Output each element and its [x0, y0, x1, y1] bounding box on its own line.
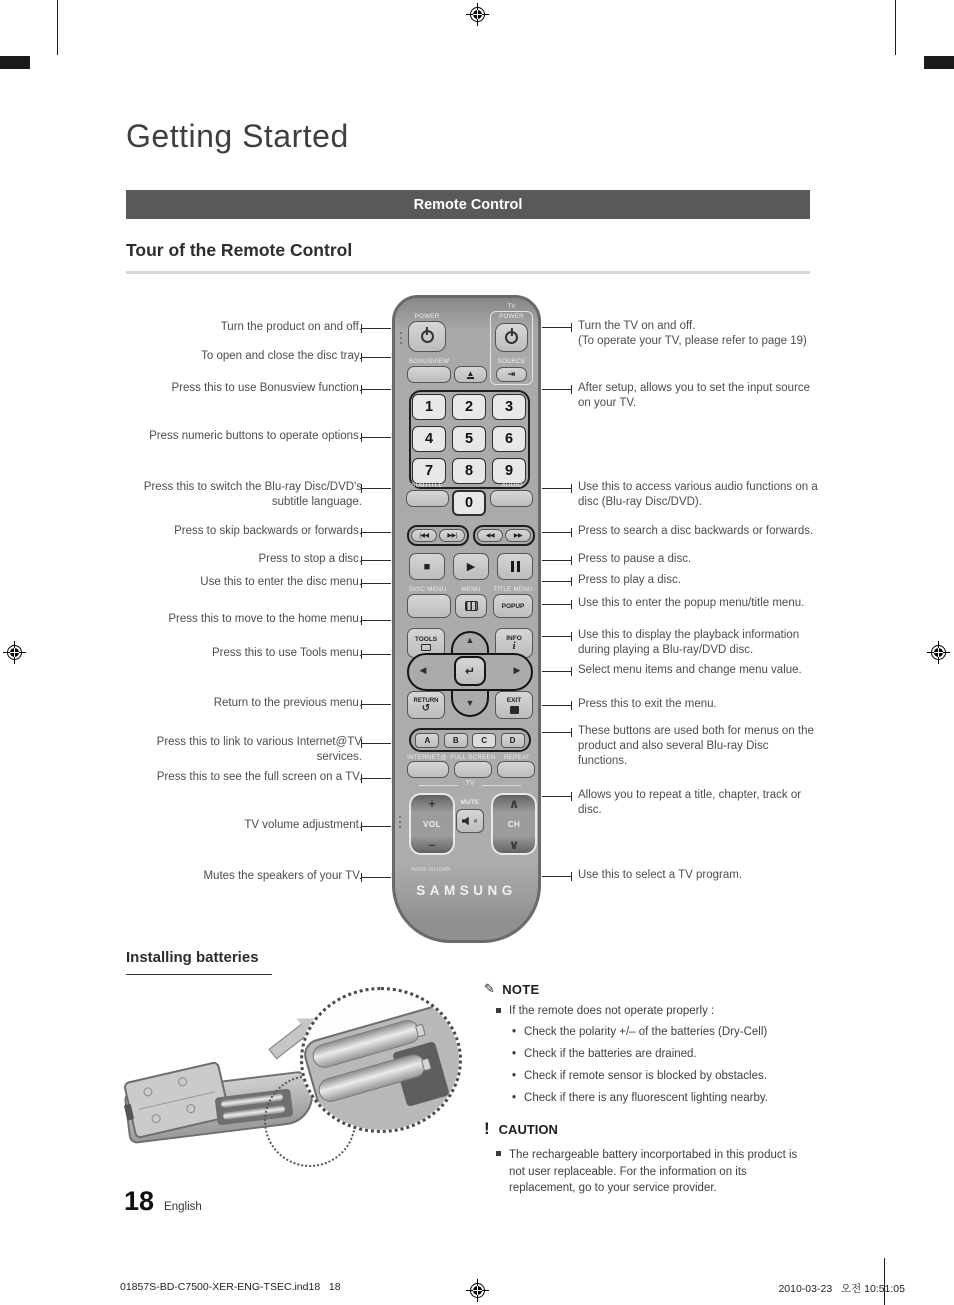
- power-label: POWER: [414, 313, 440, 320]
- callout-line: [361, 353, 391, 362]
- callout-line: [361, 873, 391, 882]
- channel-rocker: [491, 793, 537, 855]
- callout-line: [361, 650, 391, 659]
- callout-text: Press numeric buttons to operate options.: [149, 430, 362, 442]
- remote-diagram: [0, 290, 954, 950]
- tools-button-label: TOOLS: [414, 635, 438, 643]
- page-number-block: [124, 1186, 202, 1217]
- mute-speaker-icon: [462, 817, 472, 826]
- color-buttons-group: [409, 728, 531, 752]
- note-section: [484, 981, 816, 1197]
- callout-text: [578, 319, 818, 349]
- callout-text: Press this to see the full screen on a TV.: [156, 771, 362, 783]
- color-button-a: A: [415, 733, 439, 748]
- footer-filename: 01857S-BD-C7500-XER-ENG-TSEC.ind18 18: [120, 1281, 341, 1293]
- volume-down-icon: –: [428, 837, 436, 852]
- digit-button-9: 9: [492, 458, 526, 484]
- subtitle-label: SUBTITLE: [411, 482, 443, 489]
- stop-button: [409, 553, 445, 580]
- exit-icon: [510, 706, 519, 714]
- volume-rocker: [409, 793, 455, 855]
- bonusview-label: BONUSVIEW: [408, 358, 450, 365]
- volume-up-icon: +: [428, 796, 436, 811]
- callout-line2: (To operate your TV, please refer to page 19): [578, 335, 807, 347]
- callout-line: [361, 822, 391, 831]
- magnified-view: [300, 987, 462, 1133]
- callout-line: [542, 792, 572, 801]
- return-icon: ↺: [421, 702, 431, 714]
- callout-text: Press to play a disc.: [578, 574, 681, 586]
- menu-label: MENU: [461, 586, 481, 593]
- color-button-b: B: [444, 733, 468, 748]
- callout-text: Press to pause a disc.: [578, 553, 692, 565]
- digit-button-8: 8: [452, 458, 486, 484]
- callout-text: Press to stop a disc.: [258, 553, 362, 565]
- skip-forward-icon: ▶▶|: [447, 533, 457, 539]
- callout-line: [542, 728, 572, 737]
- skip-back-icon: |◀◀: [419, 533, 429, 539]
- pencil-icon: ✎: [484, 981, 496, 996]
- crop-line: [57, 0, 58, 55]
- callout-line: [542, 701, 572, 710]
- callout-text: Press this to link to various Internet@TV services.: [156, 736, 362, 763]
- callout-text: Use this to enter the disc menu.: [200, 576, 362, 588]
- tv-zone-label: TV: [458, 780, 482, 787]
- callout-line: [361, 616, 391, 625]
- callout-line: [361, 556, 391, 565]
- tools-icon: [421, 644, 431, 651]
- bonusview-button: [407, 366, 451, 383]
- caution-title: CAUTION: [498, 1121, 558, 1137]
- callout-line: [542, 600, 572, 609]
- channel-up-icon: ∧: [508, 796, 520, 811]
- registration-mark-icon: [469, 6, 486, 23]
- installing-batteries-heading: Installing batteries: [126, 949, 259, 966]
- popup-button: [493, 594, 533, 618]
- eject-icon: ▲: [466, 369, 475, 378]
- pause-button: [497, 553, 533, 580]
- list-item: [512, 1065, 816, 1087]
- full-screen-button: [454, 761, 492, 778]
- search-forward-icon: ▶▶: [513, 533, 523, 539]
- exit-button-label: EXIT: [506, 696, 522, 704]
- callout-line: [542, 556, 572, 565]
- digit-button-6: 6: [492, 426, 526, 452]
- callout-line: [361, 385, 391, 394]
- search-back-icon: ◀◀: [485, 533, 495, 539]
- battery-illustration: [118, 985, 482, 1180]
- callout-text: Use this to access various audio functions on a disc (Blu-ray Disc/DVD).: [578, 481, 818, 508]
- callout-text: Select menu items and change menu value.: [578, 664, 802, 676]
- callout-line: [542, 323, 572, 332]
- arrow-left-icon: ◀: [419, 665, 427, 675]
- heading-rule: [126, 271, 810, 274]
- repeat-label: REPEAT: [504, 754, 530, 761]
- callout-line: [542, 667, 572, 676]
- dot-bullet-icon: •: [512, 1048, 517, 1060]
- callout-line: [542, 528, 572, 537]
- square-bullet-icon: [496, 1151, 501, 1156]
- corner-bar: [0, 56, 30, 69]
- callout-line: [361, 528, 391, 537]
- callout-text: Allows you to repeat a title, chapter, track or disc.: [578, 789, 802, 816]
- audio-label: AUDIO: [501, 482, 523, 489]
- callout-text: To open and close the disc tray.: [201, 350, 362, 362]
- search-forward-button: [505, 529, 531, 542]
- arrow-up-icon: ▲: [465, 635, 475, 645]
- remote-control: [392, 295, 541, 943]
- note-item: Check if the batteries are drained.: [524, 1048, 697, 1060]
- digit-button-4: 4: [412, 426, 446, 452]
- disc-menu-button: [407, 594, 451, 618]
- callout-text: These buttons are used both for menus on the product and also several Blu-ray Disc functions.: [578, 725, 814, 767]
- return-button-label: RETURN: [413, 697, 439, 704]
- callout-text: Press this to exit the menu.: [578, 698, 717, 710]
- digit-button-7: 7: [412, 458, 446, 484]
- arrow-down-icon: ▼: [465, 698, 475, 708]
- power-icon: [421, 330, 434, 343]
- registration-mark-icon: [469, 1282, 486, 1299]
- menu-grid-icon: [465, 601, 478, 611]
- enter-button: [454, 656, 486, 686]
- repeat-button: [497, 761, 535, 778]
- note-item: Check if there is any fluorescent lighting nearby.: [524, 1092, 769, 1104]
- search-back-button: [477, 529, 503, 542]
- disc-menu-label: DISC MENU: [409, 586, 447, 593]
- callout-text: Press this to use Bonusview function.: [171, 382, 362, 394]
- callout-line: [361, 700, 391, 709]
- dot-bullet-icon: •: [512, 1092, 517, 1104]
- note-header: [484, 981, 816, 997]
- stop-icon: ■: [423, 560, 431, 573]
- caution-text: The rechargeable battery incorportabed in this product is not user replaceable. For the information on its replacement, go to your service provider.: [509, 1149, 798, 1194]
- callout-line: [361, 433, 391, 442]
- callout-text: Press to search a disc backwards or forwards.: [578, 525, 814, 537]
- color-button-c: C: [472, 733, 496, 748]
- mute-button: [456, 809, 484, 833]
- callout-line: [542, 872, 572, 881]
- callout-text: Use this to select a TV program.: [578, 869, 743, 881]
- list-item: [512, 1021, 816, 1043]
- crop-line: [895, 0, 896, 55]
- exit-button: [495, 691, 533, 719]
- side-dots: [399, 813, 401, 831]
- callout-line1: Turn the TV on and off.: [578, 320, 696, 332]
- note-intro: If the remote does not operate properly :: [509, 1005, 715, 1017]
- digit-button-2: 2: [452, 394, 486, 420]
- callout-text: Press this to move to the home menu.: [168, 613, 362, 625]
- note-intro-row: [496, 1004, 816, 1019]
- tv-label: TV: [507, 304, 516, 310]
- callout-line: [361, 324, 391, 333]
- callout-line: [361, 774, 391, 783]
- arrow-right-icon: ▶: [513, 665, 521, 675]
- callout-line: [542, 577, 572, 586]
- enter-icon: ↵: [464, 664, 476, 678]
- source-icon: ⇥: [507, 369, 516, 379]
- eject-button: [454, 366, 487, 383]
- internet-label: INTERNET@: [407, 754, 447, 761]
- channel-rocker-label: CH: [507, 819, 521, 829]
- callout-line: [361, 484, 391, 493]
- note-item: Check the polarity +/– of the batteries (Dry-Cell): [524, 1026, 768, 1038]
- callout-text: Use this to enter the popup menu/title menu.: [578, 597, 805, 609]
- caution-row: [496, 1147, 816, 1197]
- search-group: [473, 525, 535, 546]
- page-number: 18: [124, 1186, 155, 1216]
- menu-button: [455, 594, 487, 618]
- skip-group: [407, 525, 469, 546]
- callout-text: Mutes the speakers of your TV.: [203, 870, 362, 882]
- title-menu-label: TITLE MENU: [493, 586, 533, 593]
- color-button-d: D: [501, 733, 525, 748]
- callout-line: [542, 484, 572, 493]
- popup-button-label: POPUP: [501, 602, 525, 610]
- digit-button-0: 0: [452, 490, 486, 516]
- power-icon: [505, 331, 518, 344]
- footer-timestamp: 2010-03-23 오전 10:51:05: [778, 1283, 905, 1295]
- digit-button-1: 1: [412, 394, 446, 420]
- internet-button: [407, 761, 449, 778]
- tour-heading: Tour of the Remote Control: [126, 240, 353, 260]
- dot-bullet-icon: •: [512, 1026, 517, 1038]
- info-button-label: INFO: [506, 635, 522, 642]
- callout-text: TV volume adjustment.: [244, 819, 362, 831]
- callout-line: [542, 385, 572, 394]
- callout-text: Press this to switch the Blu-ray Disc/DVD's subtitle language.: [143, 481, 362, 508]
- pause-icon: [517, 561, 520, 572]
- subtitle-button: [406, 490, 449, 507]
- tv-power-label: POWER: [499, 313, 524, 320]
- skip-back-button: [411, 529, 437, 542]
- exclamation-icon: !: [484, 1119, 490, 1138]
- page-title: Getting Started: [126, 118, 349, 154]
- corner-bar: [924, 56, 954, 69]
- callout-text: After setup, allows you to set the input source on your TV.: [578, 382, 811, 409]
- note-item: Check if remote sensor is blocked by obstacles.: [524, 1070, 767, 1082]
- digit-button-5: 5: [452, 426, 486, 452]
- play-icon: ▶: [466, 561, 476, 573]
- caution-header: [484, 1119, 816, 1139]
- callout-line: [542, 632, 572, 641]
- square-bullet-icon: [496, 1008, 501, 1013]
- callout-line: [361, 579, 391, 588]
- callout-line: [361, 739, 391, 748]
- source-button: [496, 367, 527, 382]
- list-item: [512, 1087, 816, 1109]
- info-icon: i: [512, 640, 516, 652]
- samsung-logo: SAMSUNG: [416, 883, 517, 898]
- channel-down-icon: ∨: [508, 837, 520, 852]
- digit-button-3: 3: [492, 394, 526, 420]
- callout-text: Press to skip backwards or forwards.: [174, 525, 362, 537]
- full-screen-label: FULL SCREEN: [450, 754, 496, 761]
- skip-forward-button: [439, 529, 465, 542]
- note-list: [512, 1021, 816, 1109]
- dot-bullet-icon: •: [512, 1070, 517, 1082]
- mute-x-icon: ✕: [472, 818, 479, 825]
- note-title: NOTE: [502, 981, 540, 997]
- installing-batteries-underline: [126, 974, 272, 975]
- source-label: SOURCE: [497, 358, 526, 365]
- model-number: AK59-00104R: [411, 867, 451, 873]
- pause-icon: [511, 561, 514, 572]
- callout-text: Use this to display the playback information during playing a Blu-ray/DVD disc.: [578, 629, 800, 656]
- callout-text: Press this to use Tools menu.: [212, 647, 362, 659]
- callout-text: Return to the previous menu.: [213, 697, 362, 709]
- callout-text: Turn the product on and off.: [220, 321, 362, 333]
- audio-button: [490, 490, 533, 507]
- tv-power-button: [495, 323, 528, 352]
- play-button: [453, 553, 489, 580]
- section-bar: Remote Control: [126, 190, 810, 219]
- ir-dots: [400, 329, 402, 347]
- power-button: [408, 321, 446, 352]
- mute-label: MUTE: [460, 799, 480, 806]
- volume-rocker-label: VOL: [423, 819, 441, 829]
- page-language: English: [164, 1201, 202, 1213]
- list-item: [512, 1043, 816, 1065]
- return-button: [407, 691, 445, 719]
